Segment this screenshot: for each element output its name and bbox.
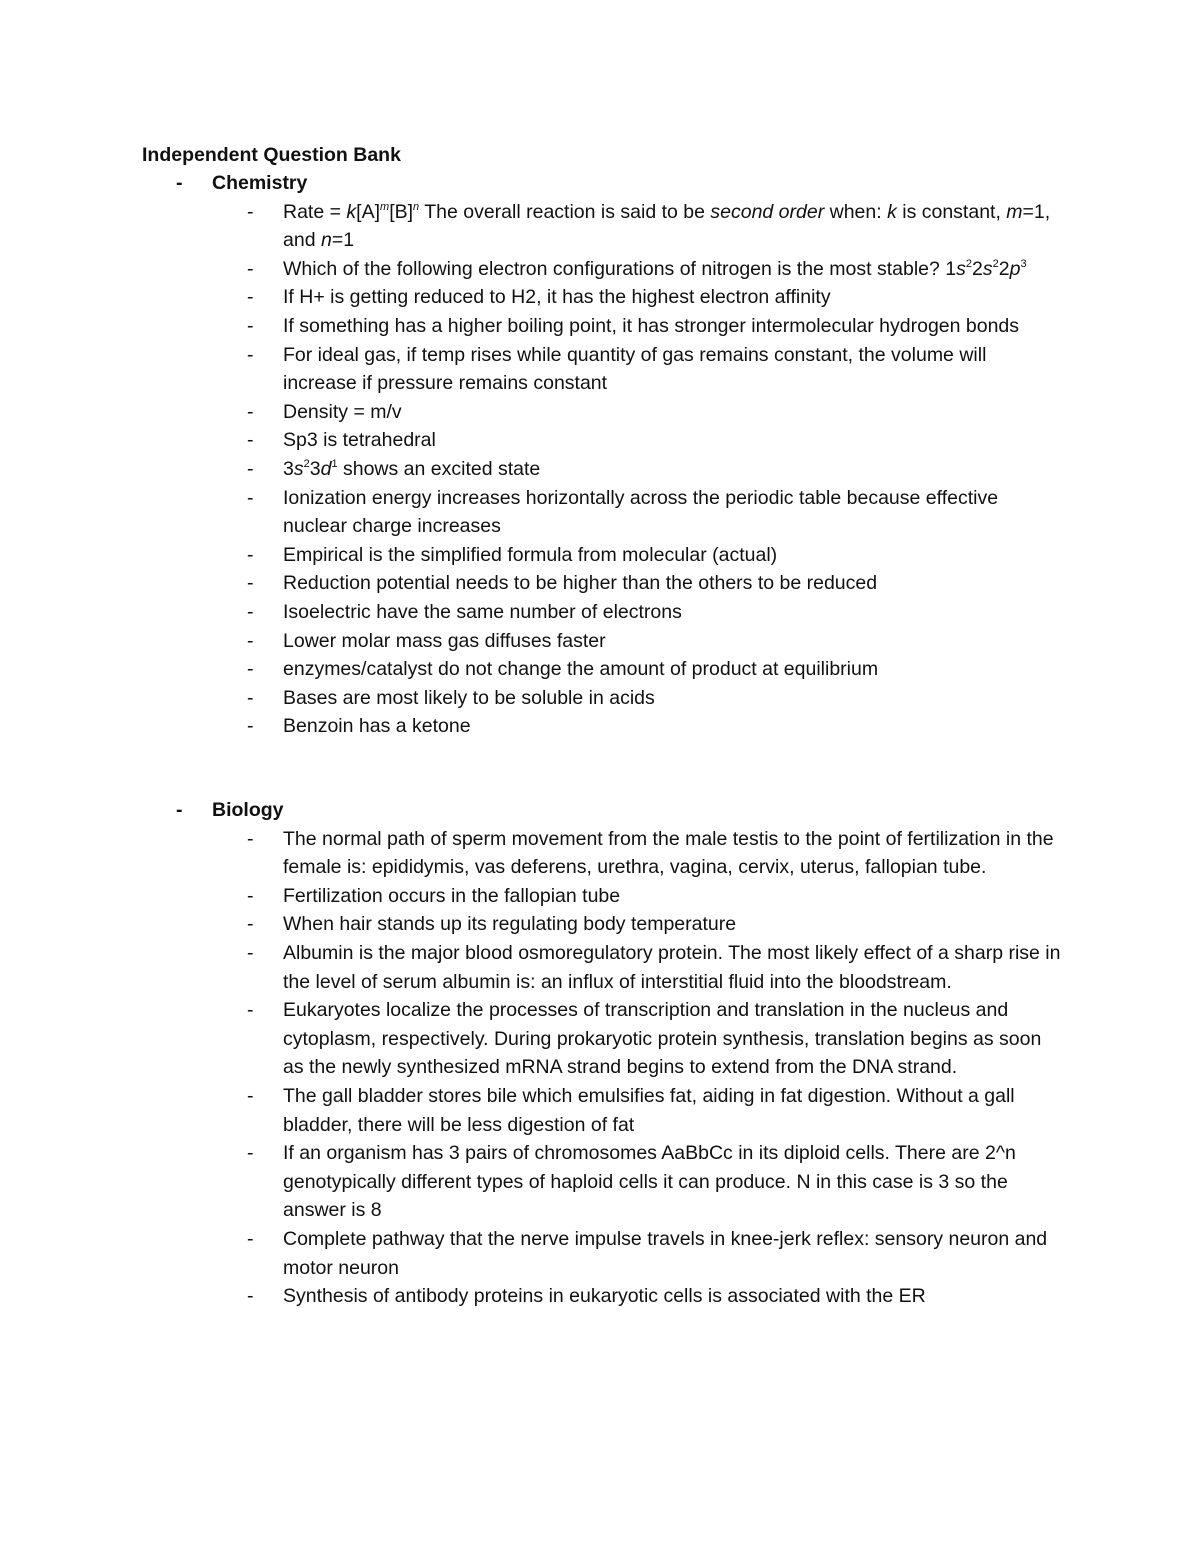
section-bullet: - xyxy=(176,172,183,194)
item-text-run: Benzoin has a ketone xyxy=(283,715,471,738)
list-item xyxy=(0,882,1063,911)
item-bullet: - xyxy=(247,457,254,480)
item-bullet: - xyxy=(247,1285,254,1308)
list-item xyxy=(0,341,1063,398)
section-bullet: - xyxy=(176,799,183,821)
section-chemistry xyxy=(0,169,1200,741)
list-item xyxy=(0,684,1063,713)
list-item xyxy=(0,712,1063,741)
item-text-run: 1 xyxy=(331,457,338,470)
item-text-run: =1, and xyxy=(283,200,1051,252)
list-item xyxy=(0,283,1063,312)
list-item xyxy=(0,1139,1063,1225)
item-text-run: s xyxy=(293,457,304,480)
item-text-run: shows an excited state xyxy=(337,457,541,480)
item-text-run: Synthesis of antibody proteins in eukaryotic cells is associated with the ER xyxy=(283,1285,926,1308)
item-bullet: - xyxy=(247,343,254,366)
item-text-run: 3 xyxy=(309,457,321,480)
list-item xyxy=(0,939,1063,996)
biology-item-list xyxy=(0,825,1200,1311)
item-text-run: Bases are most likely to be soluble in acids xyxy=(283,686,655,709)
item-bullet: - xyxy=(247,999,254,1022)
item-bullet: - xyxy=(247,884,254,907)
item-text-run: If an organism has 3 pairs of chromosomes AaBbCc in its diploid cells. There are 2^n genotypically different types of haploid cells it can produce. N in this case is 3 so the answer is 8 xyxy=(283,1142,1016,1222)
section-label-chemistry: Chemistry xyxy=(212,172,308,194)
item-text-run: n xyxy=(413,200,420,213)
item-bullet: - xyxy=(247,257,254,280)
list-item xyxy=(0,598,1063,627)
item-text-run: Sp3 is tetrahedral xyxy=(283,429,436,452)
list-item xyxy=(0,541,1063,570)
list-item xyxy=(0,825,1063,882)
item-text-run: The normal path of sperm movement from the male testis to the point of fertilization in the female is: epididymis, vas deferens, urethra, vagina, cervix, uterus, fallopian tube. xyxy=(283,827,1054,879)
item-text-run: n xyxy=(320,229,332,252)
item-text-run: d xyxy=(320,457,332,480)
item-bullet: - xyxy=(247,941,254,964)
item-text-run: p xyxy=(1009,257,1021,280)
item-text-run: s xyxy=(982,257,993,280)
item-bullet: - xyxy=(247,600,254,623)
list-item xyxy=(0,1225,1063,1282)
list-item xyxy=(0,1282,1063,1311)
item-bullet: - xyxy=(247,686,254,709)
item-bullet: - xyxy=(247,200,254,223)
item-text-run: 2 xyxy=(992,257,999,270)
item-text-run: Ionization energy increases horizontally across the periodic table because effective nuclear charge increases xyxy=(283,486,999,538)
section-heading xyxy=(0,169,1200,198)
item-text-run: 3 xyxy=(283,457,294,480)
item-text-run: enzymes/catalyst do not change the amount of product at equilibrium xyxy=(283,658,879,681)
list-item xyxy=(0,996,1063,1082)
chemistry-item-list xyxy=(0,198,1200,741)
item-bullet: - xyxy=(247,658,254,681)
item-text-run: When hair stands up its regulating body temperature xyxy=(283,913,737,936)
item-text-run: Empirical is the simplified formula from molecular (actual) xyxy=(283,543,778,566)
section-heading xyxy=(0,796,1200,825)
item-bullet: - xyxy=(247,486,254,509)
list-item xyxy=(0,627,1063,656)
item-text-run: [A] xyxy=(356,200,381,223)
item-text-run: Reduction potential needs to be higher than the others to be reduced xyxy=(283,572,878,595)
item-text-run: Lower molar mass gas diffuses faster xyxy=(283,629,606,652)
list-item xyxy=(0,398,1063,427)
item-text-run: is constant, xyxy=(896,200,1007,223)
item-text-run: 2 xyxy=(303,457,310,470)
list-item xyxy=(0,1082,1063,1139)
list-item xyxy=(0,910,1063,939)
list-item xyxy=(0,198,1063,255)
item-text-run: m xyxy=(380,200,390,213)
item-text-run: Which of the following electron configurations of nitrogen is the most stable? 1 xyxy=(283,257,957,280)
list-item xyxy=(0,312,1063,341)
item-text-run: Albumin is the major blood osmoregulatory protein. The most likely effect of a sharp rise in the level of serum albumin is: an influx of interstitial fluid into the bloodstream. xyxy=(283,941,1061,993)
item-bullet: - xyxy=(247,827,254,850)
item-text-run: Complete pathway that the nerve impulse travels in knee-jerk reflex: sensory neuron and motor neuron xyxy=(283,1227,1048,1279)
item-bullet: - xyxy=(247,429,254,452)
list-item xyxy=(0,484,1063,541)
item-bullet: - xyxy=(247,1084,254,1107)
list-item xyxy=(0,426,1063,455)
item-bullet: - xyxy=(247,629,254,652)
item-text-run: k xyxy=(346,200,357,223)
item-text-run: Eukaryotes localize the processes of transcription and translation in the nucleus and cytoplasm, respectively. During prokaryotic protein synthesis, translation begins as soon as the newly synthesized mRNA strand begins to extend from the DNA strand. xyxy=(283,999,1042,1079)
document-title: Independent Question Bank xyxy=(142,144,401,166)
item-text-run: [B] xyxy=(389,200,414,223)
item-text-run: If something has a higher boiling point, it has stronger intermolecular hydrogen bonds xyxy=(283,314,1020,337)
item-text-run: Fertilization occurs in the fallopian tube xyxy=(283,884,621,907)
item-text-run: If H+ is getting reduced to H2, it has the highest electron affinity xyxy=(283,286,831,309)
item-text-run: =1 xyxy=(331,229,355,252)
item-text-run: s xyxy=(956,257,966,280)
item-text-run: Density = m/v xyxy=(283,400,402,423)
item-bullet: - xyxy=(247,543,254,566)
item-text-run: m xyxy=(1006,200,1023,223)
section-biology xyxy=(0,796,1200,1311)
item-text-run: The overall reaction is said to be xyxy=(419,200,711,223)
list-item xyxy=(0,455,1063,484)
item-bullet: - xyxy=(247,572,254,595)
list-item xyxy=(0,569,1063,598)
item-bullet: - xyxy=(247,1227,254,1250)
section-label-biology: Biology xyxy=(212,799,284,821)
item-bullet: - xyxy=(247,1142,254,1165)
item-text-run: For ideal gas, if temp rises while quantity of gas remains constant, the volume will increase if pressure remains constant xyxy=(283,343,987,395)
item-text-run: Isoelectric have the same number of electrons xyxy=(283,600,682,623)
item-bullet: - xyxy=(247,314,254,337)
item-bullet: - xyxy=(247,400,254,423)
item-text-run: k xyxy=(887,200,897,223)
item-text-run: 2 xyxy=(972,257,983,280)
item-text-run xyxy=(380,201,389,213)
item-text-run: when: xyxy=(824,200,888,223)
list-item xyxy=(0,255,1063,284)
item-text-run: 3 xyxy=(1020,257,1027,270)
item-text-run: second order xyxy=(710,200,825,223)
item-text-run: 2 xyxy=(965,257,972,270)
item-bullet: - xyxy=(247,715,254,738)
item-text-run: Rate = xyxy=(283,200,347,223)
item-text-run: The gall bladder stores bile which emulsifies fat, aiding in fat digestion. Without a gall bladder, there will be less digestion of fat xyxy=(283,1084,1015,1136)
list-item xyxy=(0,655,1063,684)
item-bullet: - xyxy=(247,913,254,936)
item-bullet: - xyxy=(247,286,254,309)
item-text-run: 2 xyxy=(998,257,1010,280)
